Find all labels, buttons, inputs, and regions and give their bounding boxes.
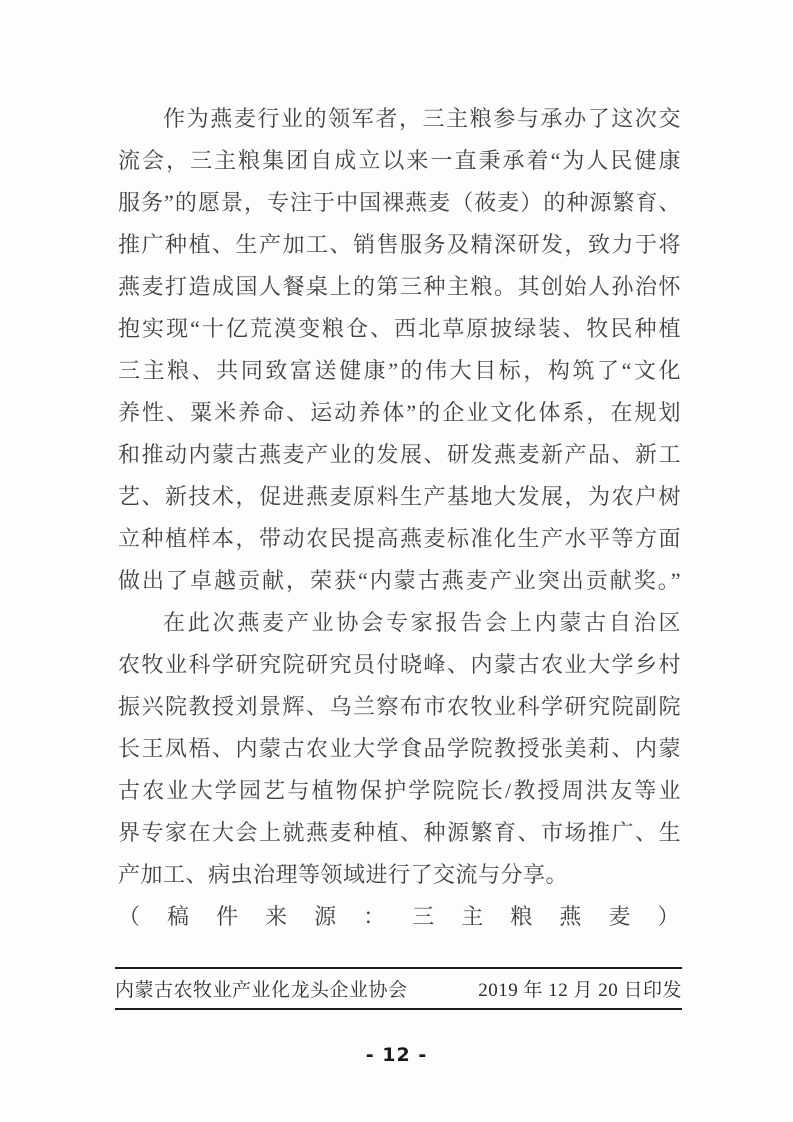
document-body <box>118 98 681 938</box>
text-line: 三主粮、共同致富送健康”的伟大目标，构筑了“文化 <box>118 358 681 383</box>
text-line: 振兴院教授刘景辉、乌兰察布市农牧业科学研究院副院 <box>118 694 681 719</box>
text-line: 作为燕麦行业的领军者，三主粮参与承办了这次交 <box>163 106 681 131</box>
text-line: 抱实现“十亿荒漠变粮仓、西北草原披绿装、牧民种植 <box>118 316 681 341</box>
text-line: 养性、粟米养命、运动养体”的企业文化体系，在规划 <box>118 400 681 425</box>
text-line: 艺、新技术，促进燕麦原料生产基地大发展，为农户树 <box>118 484 681 509</box>
text-line: 产加工、病虫治理等领域进行了交流与分享。 <box>118 862 569 887</box>
text-line: 长王凤梧、内蒙古农业大学食品学院教授张美莉、内蒙 <box>118 736 681 761</box>
text-line: 做出了卓越贡献，荣获“内蒙古燕麦产业突出贡献奖。” <box>118 568 681 593</box>
source-attribution: （稿件来源：三主粮燕麦） <box>118 904 681 929</box>
text-line: 燕麦打造成国人餐桌上的第三种主粮。其创始人孙治怀 <box>118 274 681 299</box>
text-line: 在此次燕麦产业协会专家报告会上内蒙古自治区 <box>163 610 681 635</box>
text-line: 流会，三主粮集团自成立以来一直秉承着“为人民健康 <box>118 148 681 173</box>
footer-bar <box>115 967 682 1010</box>
page-number: - 12 - <box>365 1044 428 1066</box>
text-line: 农牧业科学研究院研究员付晓峰、内蒙古农业大学乡村 <box>118 652 681 677</box>
text-line: 和推动内蒙古燕麦产业的发展、研发燕麦新产品、新工 <box>118 442 681 467</box>
text-line: 立种植样本，带动农民提高燕麦标准化生产水平等方面 <box>118 526 681 551</box>
text-line: 推广种植、生产加工、销售服务及精深研发，致力于将 <box>118 232 681 257</box>
footer-issuer: 内蒙古农牧业产业化龙头企业协会 <box>115 980 408 1001</box>
footer-print-date: 2019 年 12 月 20 日印发 <box>478 980 682 1001</box>
text-line: 服务”的愿景，专注于中国裸燕麦（莜麦）的种源繁育、 <box>118 190 681 215</box>
text-line: 古农业大学园艺与植物保护学院院长/教授周洪友等业 <box>118 778 681 803</box>
text-line: 界专家在大会上就燕麦种植、种源繁育、市场推广、生 <box>118 820 681 845</box>
